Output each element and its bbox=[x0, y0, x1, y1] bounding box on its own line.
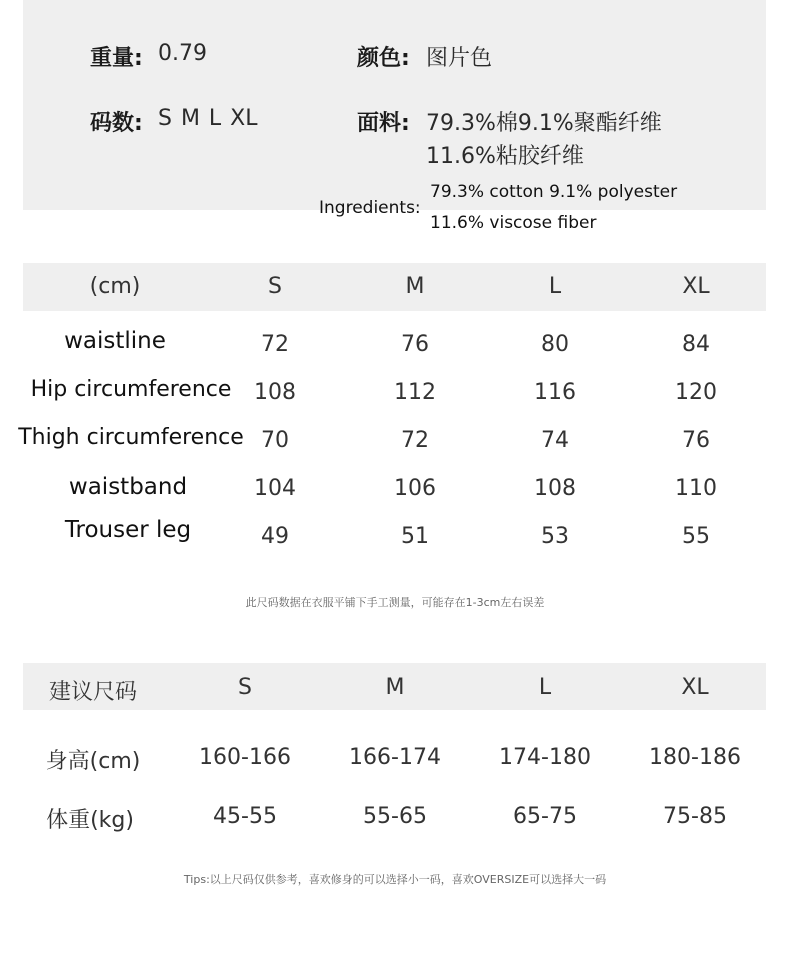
measure-cell: 106 bbox=[394, 476, 436, 501]
ingredients-line1: 79.3% cotton 9.1% polyester bbox=[430, 182, 678, 202]
suggest-cell: 75-85 bbox=[663, 804, 727, 829]
suggest-header-m: M bbox=[385, 675, 405, 700]
measure-cell: 120 bbox=[675, 380, 717, 405]
suggest-row-label: 体重(kg) bbox=[46, 808, 134, 833]
measure-header-unit: (cm) bbox=[89, 274, 141, 299]
measure-cell: 84 bbox=[682, 332, 710, 357]
measure-cell: 74 bbox=[541, 428, 569, 453]
suggest-note: Tips:以上尺码仅供参考，喜欢修身的可以选择小一码，喜欢OVERSIZE可以选择大一码 bbox=[183, 873, 607, 886]
suggest-row-label: 身高(cm) bbox=[45, 749, 141, 774]
weight-label: 重量: bbox=[90, 46, 143, 71]
measure-cell: 72 bbox=[401, 428, 429, 453]
fabric-line2: 11.6%粘胶纤维 bbox=[426, 144, 584, 169]
ingredients-label: Ingredients: bbox=[319, 198, 421, 218]
measure-header-s: S bbox=[268, 274, 282, 299]
measure-cell: 72 bbox=[261, 332, 289, 357]
suggest-cell: 55-65 bbox=[363, 804, 427, 829]
measure-cell: 76 bbox=[401, 332, 429, 357]
suggest-header-title: 建议尺码 bbox=[48, 680, 137, 705]
suggest-header-xl: XL bbox=[681, 675, 709, 700]
measure-header-m: M bbox=[405, 274, 425, 299]
measure-cell: 49 bbox=[261, 524, 289, 549]
measure-row-label: waistband bbox=[68, 474, 188, 500]
measure-cell: 108 bbox=[254, 380, 296, 405]
measure-row-label: Trouser leg bbox=[64, 517, 192, 543]
measure-cell: 108 bbox=[534, 476, 576, 501]
measure-cell: 76 bbox=[682, 428, 710, 453]
suggest-cell: 160-166 bbox=[199, 745, 291, 770]
measure-header-xl: XL bbox=[682, 274, 710, 299]
measure-note: 此尺码数据在衣服平铺下手工测量，可能存在1-3cm左右误差 bbox=[245, 596, 545, 609]
suggest-header-s: S bbox=[238, 675, 252, 700]
measure-cell: 112 bbox=[394, 380, 436, 405]
suggest-cell: 45-55 bbox=[213, 804, 277, 829]
suggest-cell: 166-174 bbox=[349, 745, 441, 770]
measure-row-label: Hip circumference bbox=[30, 377, 232, 402]
measure-header-l: L bbox=[548, 274, 562, 299]
suggest-cell: 65-75 bbox=[513, 804, 577, 829]
color-value: 图片色 bbox=[426, 46, 493, 71]
weight-value: 0.79 bbox=[158, 41, 207, 66]
info-panel bbox=[23, 0, 766, 210]
suggest-cell: 174-180 bbox=[499, 745, 591, 770]
size-label: 码数: bbox=[90, 111, 143, 136]
fabric-label: 面料: bbox=[357, 111, 410, 136]
measure-cell: 116 bbox=[534, 380, 576, 405]
measure-cell: 70 bbox=[261, 428, 289, 453]
suggest-header-l: L bbox=[538, 675, 552, 700]
measure-row-label: Thigh circumference bbox=[18, 425, 244, 450]
measure-row-label: waistline bbox=[64, 328, 166, 354]
measure-cell: 80 bbox=[541, 332, 569, 357]
measure-cell: 53 bbox=[541, 524, 569, 549]
measure-cell: 110 bbox=[675, 476, 717, 501]
color-label: 颜色: bbox=[357, 46, 410, 71]
ingredients-line2: 11.6% viscose fiber bbox=[430, 213, 597, 233]
measure-cell: 104 bbox=[254, 476, 296, 501]
size-value: S M L XL bbox=[158, 106, 258, 131]
measure-cell: 51 bbox=[401, 524, 429, 549]
fabric-line1: 79.3%棉9.1%聚酯纤维 bbox=[426, 111, 662, 136]
measure-cell: 55 bbox=[682, 524, 710, 549]
suggest-cell: 180-186 bbox=[649, 745, 741, 770]
